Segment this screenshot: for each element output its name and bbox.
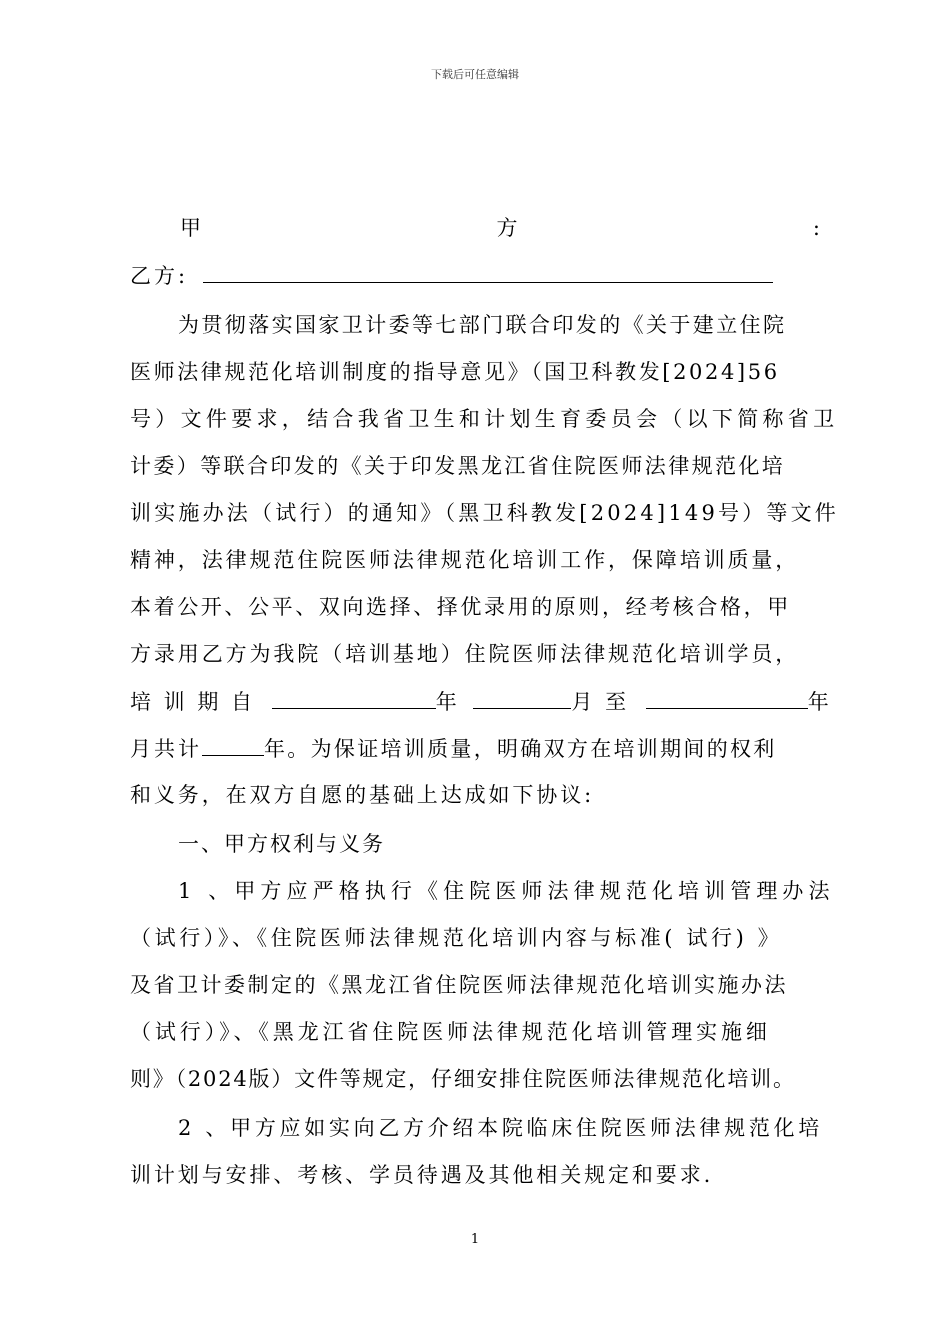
intro-line-5: 训实施办法（试行）的通知》（黑卫科教发[2024]149号）等文件	[130, 501, 840, 525]
party-a-line	[130, 213, 820, 243]
intro-line-1	[178, 310, 820, 340]
start-month-blank[interactable]	[473, 686, 571, 709]
period-line2-prefix: 月共计	[130, 737, 202, 761]
item1-line-5: 则》（2024版）文件等规定，仔细安排住院医师法律规范化培训。	[130, 1067, 796, 1091]
period-line-3: 和义务，在双方自愿的基础上达成如下协议:	[130, 783, 595, 807]
party-b-blank[interactable]	[203, 260, 773, 283]
party-b-label: 乙方:	[130, 264, 189, 288]
item1-line-1: 1 、甲方应严格执行《住院医师法律规范化培训管理办法	[178, 879, 835, 903]
party-a-colon: :	[812, 216, 820, 240]
period-line-1	[130, 686, 829, 717]
party-a-char-1: 甲	[180, 216, 201, 240]
intro-line-2: 医师法律规范化培训制度的指导意见》（国卫科教发[2024]56	[130, 360, 780, 384]
item2-line-2: 训计划与安排、考核、学员待遇及其他相关规定和要求.	[130, 1163, 714, 1187]
total-years-blank[interactable]	[202, 733, 264, 756]
period-prefix: 培 训 期 自	[130, 690, 256, 714]
period-line-2	[130, 733, 820, 764]
page-number: 1	[470, 1232, 480, 1247]
period-year-label: 年	[435, 690, 457, 714]
item2-line-1: 2 、甲方应如实向乙方介绍本院临床住院医师法律规范化培	[178, 1116, 823, 1140]
header-note: 下载后可任意编辑	[431, 68, 519, 81]
item1-line-3: 及省卫计委制定的《黑龙江省住院医师法律规范化培训实施办法	[130, 973, 788, 997]
intro-line-4: 计委）等联合印发的《关于印发黑龙江省住院医师法律规范化培	[130, 454, 786, 478]
start-year-blank[interactable]	[272, 686, 436, 709]
period-line2-suffix: 年。为保证培训质量，明确双方在培训期间的权利	[264, 737, 777, 761]
item1-line-2: （试行）》、《住院医师法律规范化培训内容与标准( 试行) 》	[130, 926, 783, 950]
party-b-line	[130, 260, 820, 291]
intro-line-7: 本着公开、公平、双向选择、择优录用的原则，经考核合格，甲	[130, 595, 791, 619]
period-year2-label: 年	[807, 690, 829, 714]
end-year-blank[interactable]	[646, 686, 808, 709]
section-1-title: 一、甲方权利与义务	[178, 832, 385, 856]
intro-line-3: 号）文件要求，结合我省卫生和计划生育委员会（以下简称省卫	[130, 407, 839, 431]
intro-line-6: 精神，法律规范住院医师法律规范化培训工作，保障培训质量，	[130, 548, 800, 572]
party-a-char-2: 方	[496, 216, 518, 240]
period-month-to: 月 至	[571, 690, 630, 714]
intro-text-1: 为贯彻落实国家卫计委等七部门联合印发的《关于建立住院	[178, 313, 787, 337]
intro-line-8: 方录用乙方为我院（培训基地）住院医师法律规范化培训学员，	[130, 642, 800, 666]
item1-line-4: （试行）》、《黑龙江省住院医师法律规范化培训管理实施细	[130, 1020, 771, 1044]
